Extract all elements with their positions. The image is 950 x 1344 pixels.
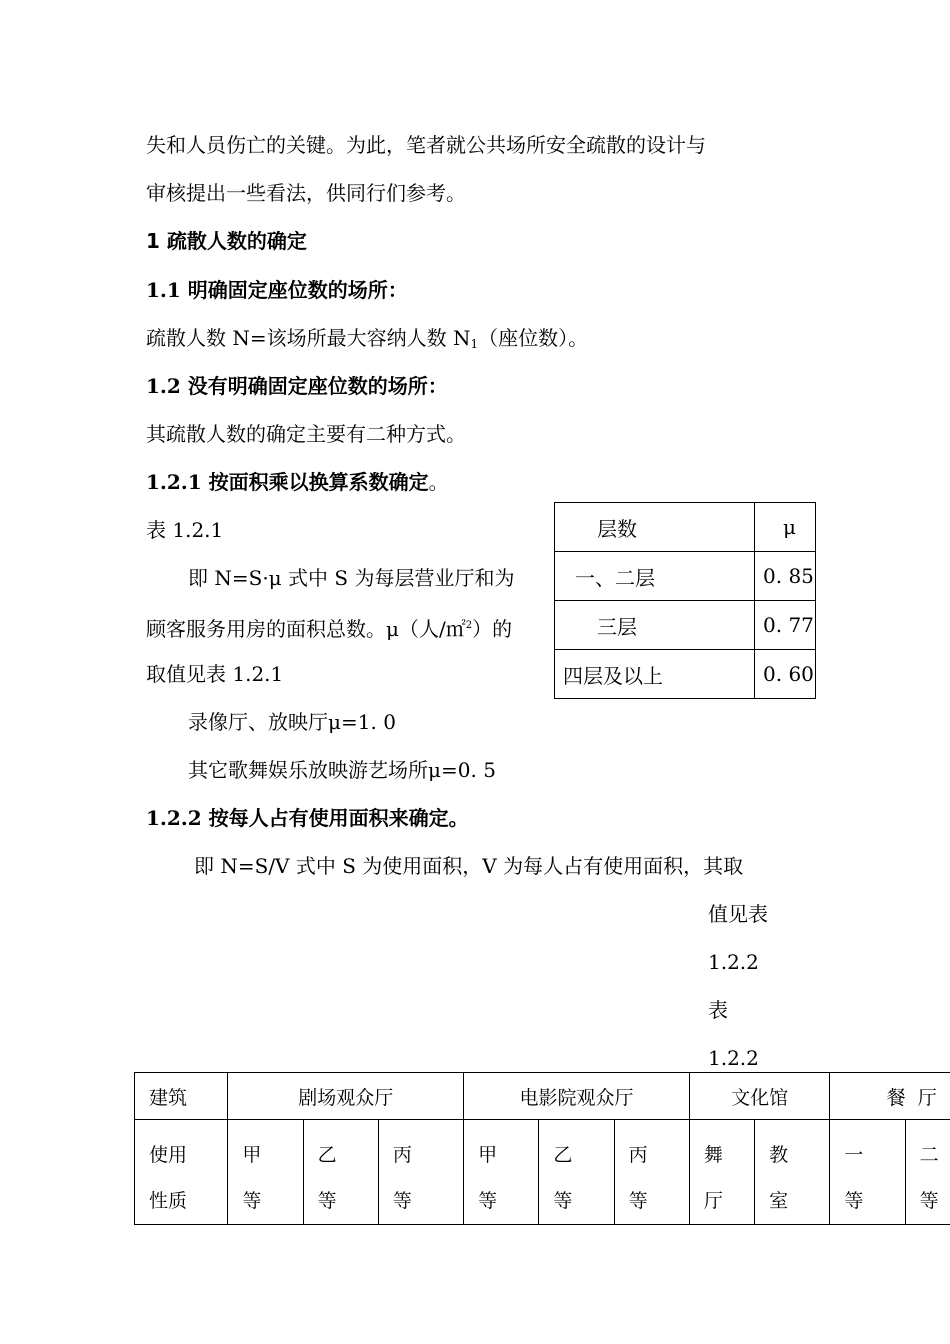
- sub-header-cell: [539, 1120, 614, 1225]
- cell-line: 一: [844, 1144, 864, 1166]
- text-run: （座位数）。: [478, 326, 589, 350]
- row-label-line: 性质: [149, 1190, 188, 1212]
- sub-header-cell: [464, 1120, 539, 1225]
- section-heading: 1 疏散人数的确定: [146, 229, 307, 253]
- table-header-cell: μ: [755, 503, 816, 552]
- cell-line: 甲: [478, 1144, 498, 1166]
- table-row: [135, 1073, 950, 1120]
- table-caption: 表 1.2.1: [146, 518, 224, 542]
- cell-line: 等: [628, 1190, 648, 1212]
- cell-line: 等: [392, 1190, 412, 1212]
- cell-line: 等: [844, 1190, 864, 1212]
- cell-line: 等: [317, 1190, 337, 1212]
- table-cell: 0. 60: [755, 650, 816, 699]
- text-run: 。: [428, 470, 449, 494]
- group-header-restaurant: 餐 厅: [830, 1073, 950, 1120]
- paragraph-line: 即 N=S/V 式中 S 为使用面积，V 为每人占有使用面积，其取: [194, 854, 744, 878]
- cell-line: 甲: [242, 1144, 262, 1166]
- group-header-culture: 文化馆: [689, 1073, 829, 1120]
- table-cell: 一、二层: [555, 552, 755, 601]
- sub-header-cell: [378, 1120, 463, 1225]
- row-label-line: 使用: [149, 1144, 188, 1166]
- paragraph-line: 值见表: [708, 902, 768, 926]
- paragraph-line: 1.2.2: [708, 1046, 759, 1070]
- cell-line: 等: [242, 1190, 262, 1212]
- subscript: 1: [470, 337, 479, 351]
- sub-header-cell: [755, 1120, 830, 1225]
- table-cell: 三层: [555, 601, 755, 650]
- paragraph-line: 取值见表 1.2.1: [146, 662, 284, 686]
- paragraph-line: 表: [708, 998, 728, 1022]
- cell-line: 丙: [628, 1144, 648, 1166]
- paragraph-line: 其疏散人数的确定主要有二种方式。: [146, 422, 466, 446]
- cell-line: 教: [769, 1144, 789, 1166]
- row-label-cell: 建筑: [135, 1073, 228, 1120]
- sub-header-cell: [303, 1120, 378, 1225]
- group-header-theatre: 剧场观众厅: [228, 1073, 464, 1120]
- table-header-cell: 层数: [555, 503, 755, 552]
- cell-line: 舞: [703, 1144, 723, 1166]
- table-cell: 0. 77: [755, 601, 816, 650]
- text-run: 顾客服务用房的面积总数。μ（人/㎡: [146, 617, 466, 641]
- cell-line: 乙: [317, 1144, 337, 1166]
- paragraph-line: 即 N=S·μ 式中 S 为每层营业厅和为: [188, 566, 515, 590]
- table-cell: 0. 85: [755, 552, 816, 601]
- cell-line: 二: [919, 1144, 939, 1166]
- paragraph-line: 录像厅、放映厅μ=1. 0: [188, 710, 396, 734]
- subsection-heading: 1.1 明确固定座位数的场所：: [146, 278, 408, 302]
- group-header-cinema: 电影院观众厅: [464, 1073, 690, 1120]
- superscript: 2: [465, 620, 473, 631]
- text-run: 1.2.1 按面积乘以换算系数确定: [146, 470, 429, 494]
- text-run: 疏散人数 N=该场所最大容纳人数 N: [146, 326, 471, 350]
- text-run: ）的: [472, 617, 513, 641]
- subsection-heading: 1.2.2 按每人占有使用面积来确定。: [146, 806, 469, 830]
- subsection-heading: 1.2 没有明确固定座位数的场所：: [146, 374, 448, 398]
- paragraph-line: 1.2.2: [708, 950, 759, 974]
- cell-line: 厅: [703, 1190, 723, 1212]
- paragraph-line: 失和人员伤亡的关键。为此，笔者就公共场所安全疏散的设计与: [146, 133, 706, 157]
- cell-line: 等: [553, 1190, 573, 1212]
- paragraph-line: 其它歌舞娱乐放映游艺场所μ=0. 5: [188, 758, 496, 782]
- sub-header-cell: [689, 1120, 754, 1225]
- table-cell: 四层及以上: [555, 650, 755, 699]
- paragraph-line: 审核提出一些看法，供同行们参考。: [146, 181, 466, 205]
- use-table: [134, 1072, 950, 1225]
- row-label-cell: [135, 1120, 228, 1225]
- sub-header-cell: [228, 1120, 303, 1225]
- cell-line: 乙: [553, 1144, 573, 1166]
- cell-line: 等: [478, 1190, 498, 1212]
- sub-header-cell: [614, 1120, 689, 1225]
- sub-header-cell: [830, 1120, 905, 1225]
- cell-line: 室: [769, 1190, 789, 1212]
- cell-line: 等: [919, 1190, 939, 1212]
- cell-line: 丙: [392, 1144, 412, 1166]
- sub-header-cell: [905, 1120, 950, 1225]
